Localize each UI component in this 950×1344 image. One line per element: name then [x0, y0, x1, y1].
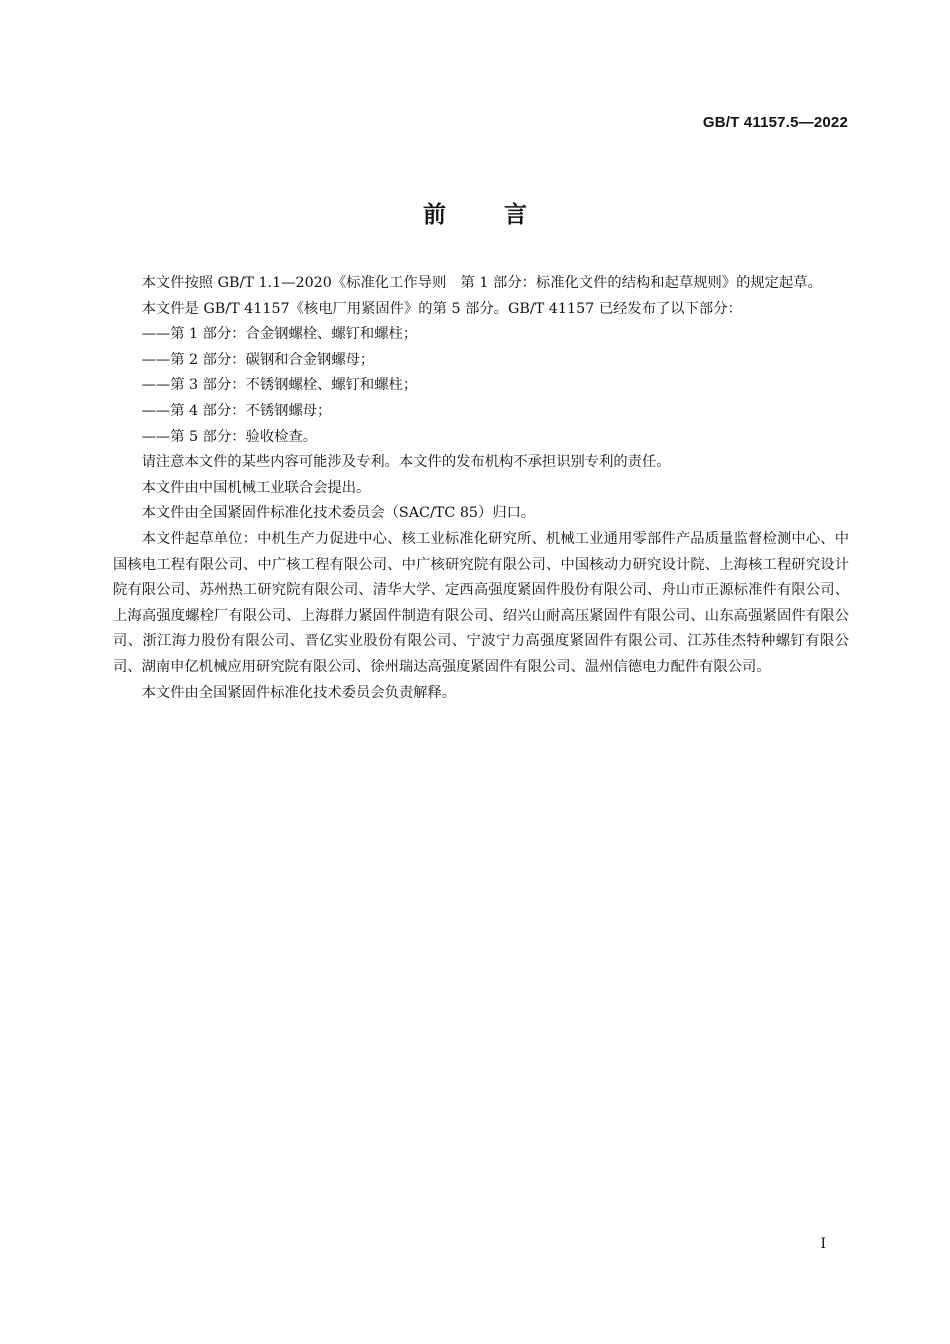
paragraph-interpretation: 本文件由全国紧固件标准化技术委员会负责解释。 — [141, 684, 457, 701]
page-title: 前言 — [423, 202, 585, 228]
standard-number: GB/T 41157.5—2022 — [702, 114, 848, 131]
paragraph-managed-by: 本文件由全国紧固件标准化技术委员会（SAC/TC 85）归口。 — [141, 505, 536, 522]
page-number: I — [820, 1236, 826, 1252]
list-item-part-5: ——第 5 部分：验收检查。 — [141, 428, 318, 445]
foreword-body — [113, 271, 849, 706]
list-item-part-3: ——第 3 部分：不锈钢螺栓、螺钉和螺柱； — [141, 377, 418, 394]
paragraph-drafting-units: 本文件起草单位：中机生产力促进中心、核工业标准化研究所、机械工业通用零部件产品质量监督检测中心、中国核电工程有限公司、中广核工程有限公司、中广核研究院有限公司、中国核动力研究设计院、上海核工程研究设计院有限公司、苏州热工研究院有限公司、清华大学、定西高强度紧固件股份有限公司、舟山市正源标准件有限公司、上海高强度螺栓厂有限公司、上海群力紧固件制造有限公司、绍兴山耐高压紧固件有限公司、山东高强紧固件有限公司、浙江海力股份有限公司、晋亿实业股份有限公司、宁波宁力高强度紧固件有限公司、江苏佳杰特种螺钉有限公司、湖南申亿机械应用研究院有限公司、徐州瑞达高强度紧固件有限公司、温州信德电力配件有限公司。 — [113, 530, 849, 675]
list-item-part-4: ——第 4 部分：不锈钢螺母； — [141, 402, 332, 419]
paragraph-part-intro: 本文件是 GB/T 41157《核电厂用紧固件》的第 5 部分。GB/T 41157 已经发布了以下部分： — [141, 300, 742, 317]
paragraph-drafting-rule: 本文件按照 GB/T 1.1—2020《标准化工作导则 第 1 部分：标准化文件的结构和起草规则》的规定起草。 — [141, 275, 822, 291]
list-item-part-1: ——第 1 部分：合金钢螺栓、螺钉和螺柱； — [141, 326, 418, 343]
paragraph-patent-notice: 请注意本文件的某些内容可能涉及专利。本文件的发布机构不承担识别专利的责任。 — [141, 454, 671, 471]
paragraph-proposed-by: 本文件由中国机械工业联合会提出。 — [141, 479, 371, 496]
list-item-part-2: ——第 2 部分：碳钢和合金钢螺母； — [141, 351, 375, 368]
